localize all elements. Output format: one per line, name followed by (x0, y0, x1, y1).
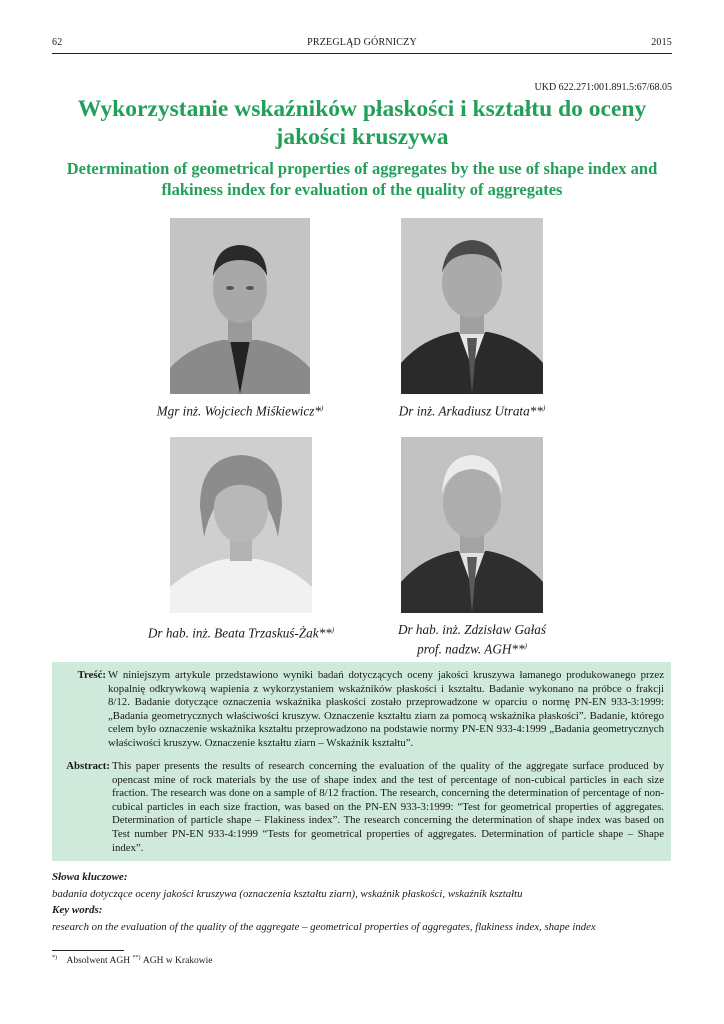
author-name-1: Mgr inż. Wojciech Miśkiewicz* (156, 403, 321, 419)
title-polish: Wykorzystanie wskaźników płaskości i kształtu do oceny jakości kruszywa (77, 96, 647, 150)
abstract-en-label: Abstract: (66, 760, 110, 772)
abstract-polish: W niniejszym artykule przedstawiono wyniki badań dotyczących oceny jakości kruszywa łamanego produkowanego przez kopalnię odkrywkową wapienia z wykorzystaniem wskaźników płaskości i kształtu. Badanie wykonano na próbce o frakcji 8/12. Badanie dotyczące oznaczenia wskaźnika płaskości zostało przeprowadzone w oparciu o normę PN-EN 933-3:1999: „Badania geometrycznych właściwości kruszyw. Oznaczenie kształtu ziarn za pomocą wskaźnika płaskości”. Badanie, którego celem było oznaczenie wskaźnika kształtu przeprowadzono na podstawie normy PN-EN 933-4:1999 „Badania geometrycznych właściwości kruszyw. Oznaczenie kształtu ziarn – Wskaźnik kształtu”. (108, 669, 664, 749)
abstract-pl-label-wrap: Treść: (77, 669, 106, 681)
author-caption-3 (125, 622, 357, 641)
keywords-pl-heading: Słowa kluczowe: (52, 871, 128, 883)
footnote-mark-2: **) (132, 955, 141, 961)
ukd-code: UKD 622.271:001.891.5:67/68.05 (534, 82, 672, 93)
keywords-en-heading: Key words: (52, 904, 103, 916)
author-photo-4 (401, 437, 543, 613)
footnote-text-2: AGH w Krakowie (142, 956, 213, 967)
author-mark-2: ) (542, 404, 546, 412)
keywords-pl-text: badania dotyczące oceny jakości kruszywa (oznaczenia kształtu ziarn), wskaźnik płaskości, wskaźnik kształtu (52, 888, 523, 900)
keywords-en-text: research on the evaluation of the quality of the aggregate – geometrical properties of aggregates, flakiness index, shape index (52, 921, 596, 933)
journal-year: 2015 (651, 37, 672, 48)
author-caption-1 (125, 400, 355, 419)
title-english: Determination of geometrical properties of aggregates by the use of shape index and flakiness index for evaluation of the quality of aggregates (66, 159, 658, 199)
author-mark-3: ) (331, 626, 335, 634)
footnote-mark-1: *) (52, 955, 57, 961)
author-name-3: Dr hab. inż. Beata Trzaskuś-Żak** (147, 625, 332, 641)
abstract-pl-label: Treść (77, 669, 103, 681)
author-mark-4: ) (524, 642, 527, 650)
author-mark-1: ) (320, 404, 324, 412)
author-photo-2 (401, 218, 543, 394)
footnote-rule (52, 950, 124, 951)
author-photo-1 (170, 218, 310, 394)
author-caption-2 (360, 400, 584, 419)
footnote (52, 955, 213, 966)
author-caption-4 (360, 622, 584, 657)
author-title-4: prof. nadzw. AGH** (417, 641, 525, 657)
abstract-english: This paper presents the results of research concerning the evaluation of the quality of the aggregate surface produced by opencast mine of rock materials by the use of shape index and the test of percentage of non-cubical particles in each size fraction. The research was done on a sample of 8/12 fraction. The research, concerning the determination of percentage of non-cubical particles in each size fraction, was based on the PN-EN 933-3:1999: “Test for geometrical properties of aggregates. Determination of particle shape – Flakiness index”. The research concerning the determination of shape index was based on Test number PN-EN 933-4:1999 “Tests for geometrical properties of aggregates. Determination of particle shape – Shape index”. (112, 760, 664, 854)
header-rule (52, 53, 672, 54)
author-name-2: Dr inż. Arkadiusz Utrata** (398, 403, 543, 419)
author-name-4: Dr hab. inż. Zdzisław Gałaś (397, 622, 547, 637)
author-photo-3 (170, 437, 312, 613)
footnote-text-1: Absolwent AGH (66, 956, 131, 967)
journal-name: PRZEGLĄD GÓRNICZY (307, 37, 417, 48)
page-number: 62 (52, 37, 63, 48)
